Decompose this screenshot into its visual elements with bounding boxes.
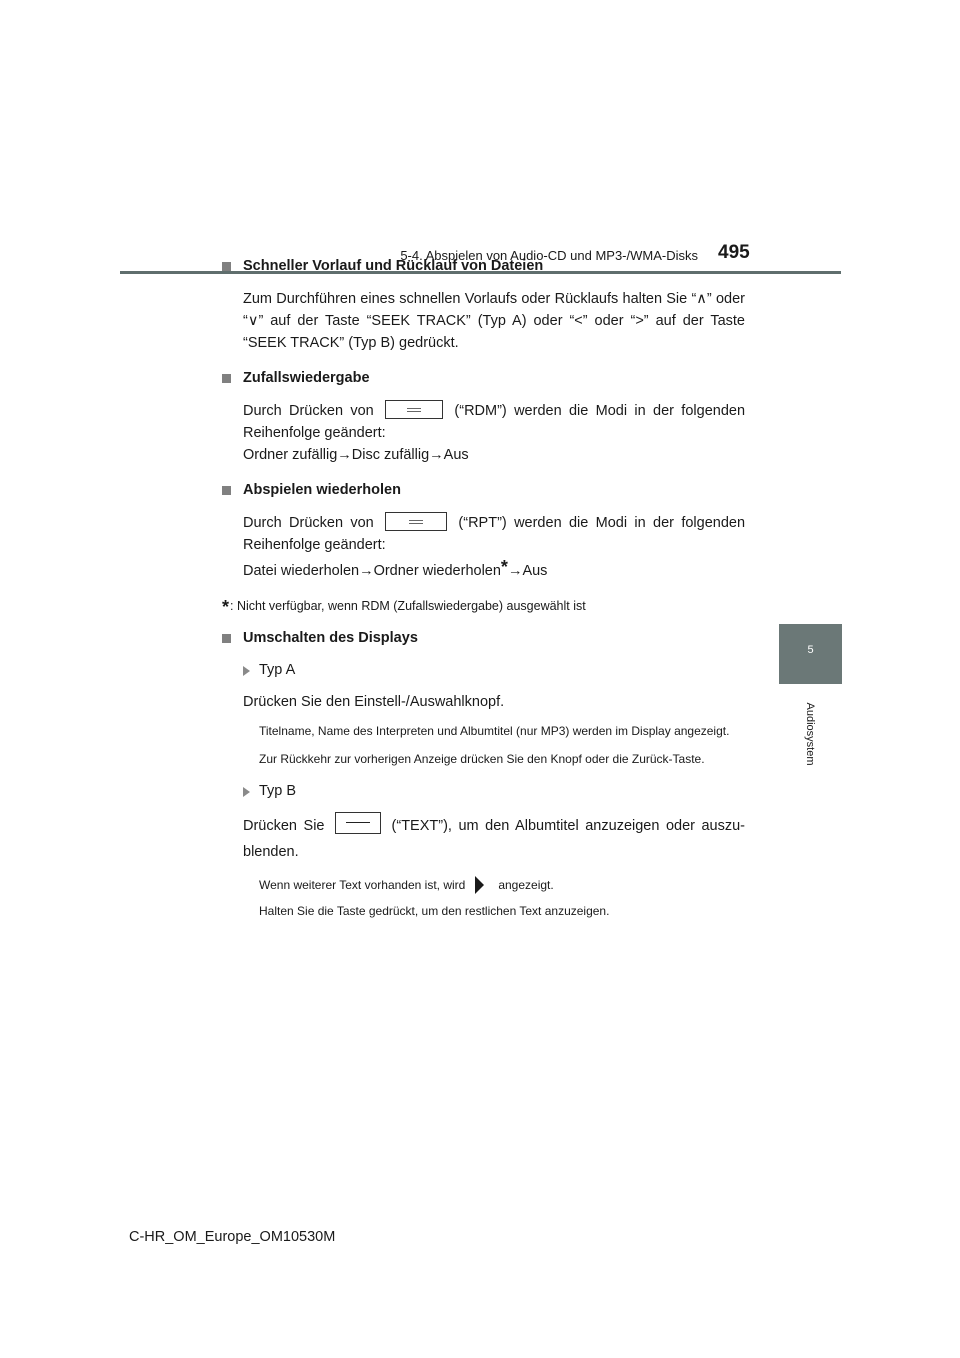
note-type-b-1: [222, 875, 745, 895]
text-prefix: Durch Drücken von: [243, 515, 374, 531]
more-text-arrow-icon: [475, 876, 484, 894]
footnote: [222, 596, 745, 617]
footnote-marker: *: [222, 597, 230, 617]
header-section-title: 5-4. Abspielen von Audio-CD und MP3-/WMA-Disks: [400, 248, 698, 263]
chapter-number: 5: [807, 644, 814, 656]
text-button-icon: [335, 812, 381, 834]
heading-text: Umschalten des Displays: [243, 630, 418, 646]
note-type-a-2: Zur Rückkehr zur vorherigen Anzeige drücken Sie den Knopf oder die Zurück-Taste.: [259, 752, 705, 766]
rpt-button-icon: [385, 512, 447, 531]
paragraph-fast-forward: Zum Durchführen eines schnellen Vorlaufs oder Rücklaufs halten Sie “∧” oder “∨” auf der Taste “SEEK TRACK” (Typ A) oder “<” oder “>” auf der Taste “SEEK TRACK” (Typ B) gedrückt.: [243, 291, 745, 351]
triangle-bullet-icon: [243, 666, 250, 676]
paragraph-type-a: Drücken Sie den Einstell-/Auswahlknopf.: [243, 694, 505, 710]
text-suffix: angezeigt.: [498, 878, 554, 892]
paragraph-repeat: [222, 512, 745, 556]
heading-display: [222, 628, 745, 648]
square-bullet-icon: [222, 374, 231, 383]
text-prefix: Wenn weiterer Text vorhanden ist, wird: [259, 878, 466, 892]
page-number: 495: [718, 242, 750, 263]
text-suffix: (“TEXT”), um den Albumtitel anzuzeigen oder auszu-blenden.: [243, 818, 746, 860]
subheading-text: Typ A: [259, 662, 296, 678]
paragraph-type-b: [222, 812, 745, 865]
sequence-random: Ordner zufällig→Disc zufällig→Aus: [243, 447, 469, 463]
asterisk-mark: *: [500, 557, 508, 577]
note-type-a-1: Titelname, Name des Interpreten und Albumtitel (nur MP3) werden im Display angezeigt.: [259, 724, 730, 738]
square-bullet-icon: [222, 634, 231, 643]
page-content: [222, 256, 745, 929]
chapter-label: [800, 692, 820, 792]
square-bullet-icon: [222, 262, 231, 271]
square-bullet-icon: [222, 486, 231, 495]
note-type-b-2: Halten Sie die Taste gedrückt, um den restlichen Text anzuzeigen.: [259, 904, 610, 918]
text-suffix: (“RPT”) werden die Modi in der folgenden Reihenfolge geändert:: [243, 515, 746, 553]
text-prefix: Drücken Sie: [243, 818, 325, 834]
heading-fast-forward: [222, 256, 745, 276]
heading-text: Schneller Vorlauf und Rücklauf von Dateien: [243, 258, 544, 274]
chapter-tab: [779, 624, 842, 684]
sequence-repeat: [222, 556, 745, 582]
subheading-type-a: [222, 660, 745, 680]
chapter-label-text: Audiosystem: [804, 702, 816, 766]
sequence-part-a: Datei wiederholen→Ordner wiederholen: [243, 563, 501, 579]
rdm-button-icon: [385, 400, 443, 419]
footnote-text: : Nicht verfügbar, wenn RDM (Zufallswiedergabe) ausgewählt ist: [230, 599, 586, 613]
paragraph-random: [222, 400, 745, 444]
subheading-type-b: [222, 781, 745, 801]
triangle-bullet-icon: [243, 787, 250, 797]
text-prefix: Durch Drücken von: [243, 403, 374, 419]
footer-doc-id: C-HR_OM_Europe_OM10530M: [129, 1229, 336, 1245]
text-suffix: (“RDM”) werden die Modi in der folgenden Reihenfolge geändert:: [243, 403, 746, 441]
heading-random: [222, 368, 745, 388]
heading-text: Abspielen wiederholen: [243, 482, 401, 498]
sequence-part-b: →Aus: [507, 563, 548, 579]
heading-text: Zufallswiedergabe: [243, 370, 370, 386]
heading-repeat: [222, 480, 745, 500]
subheading-text: Typ B: [259, 783, 297, 799]
